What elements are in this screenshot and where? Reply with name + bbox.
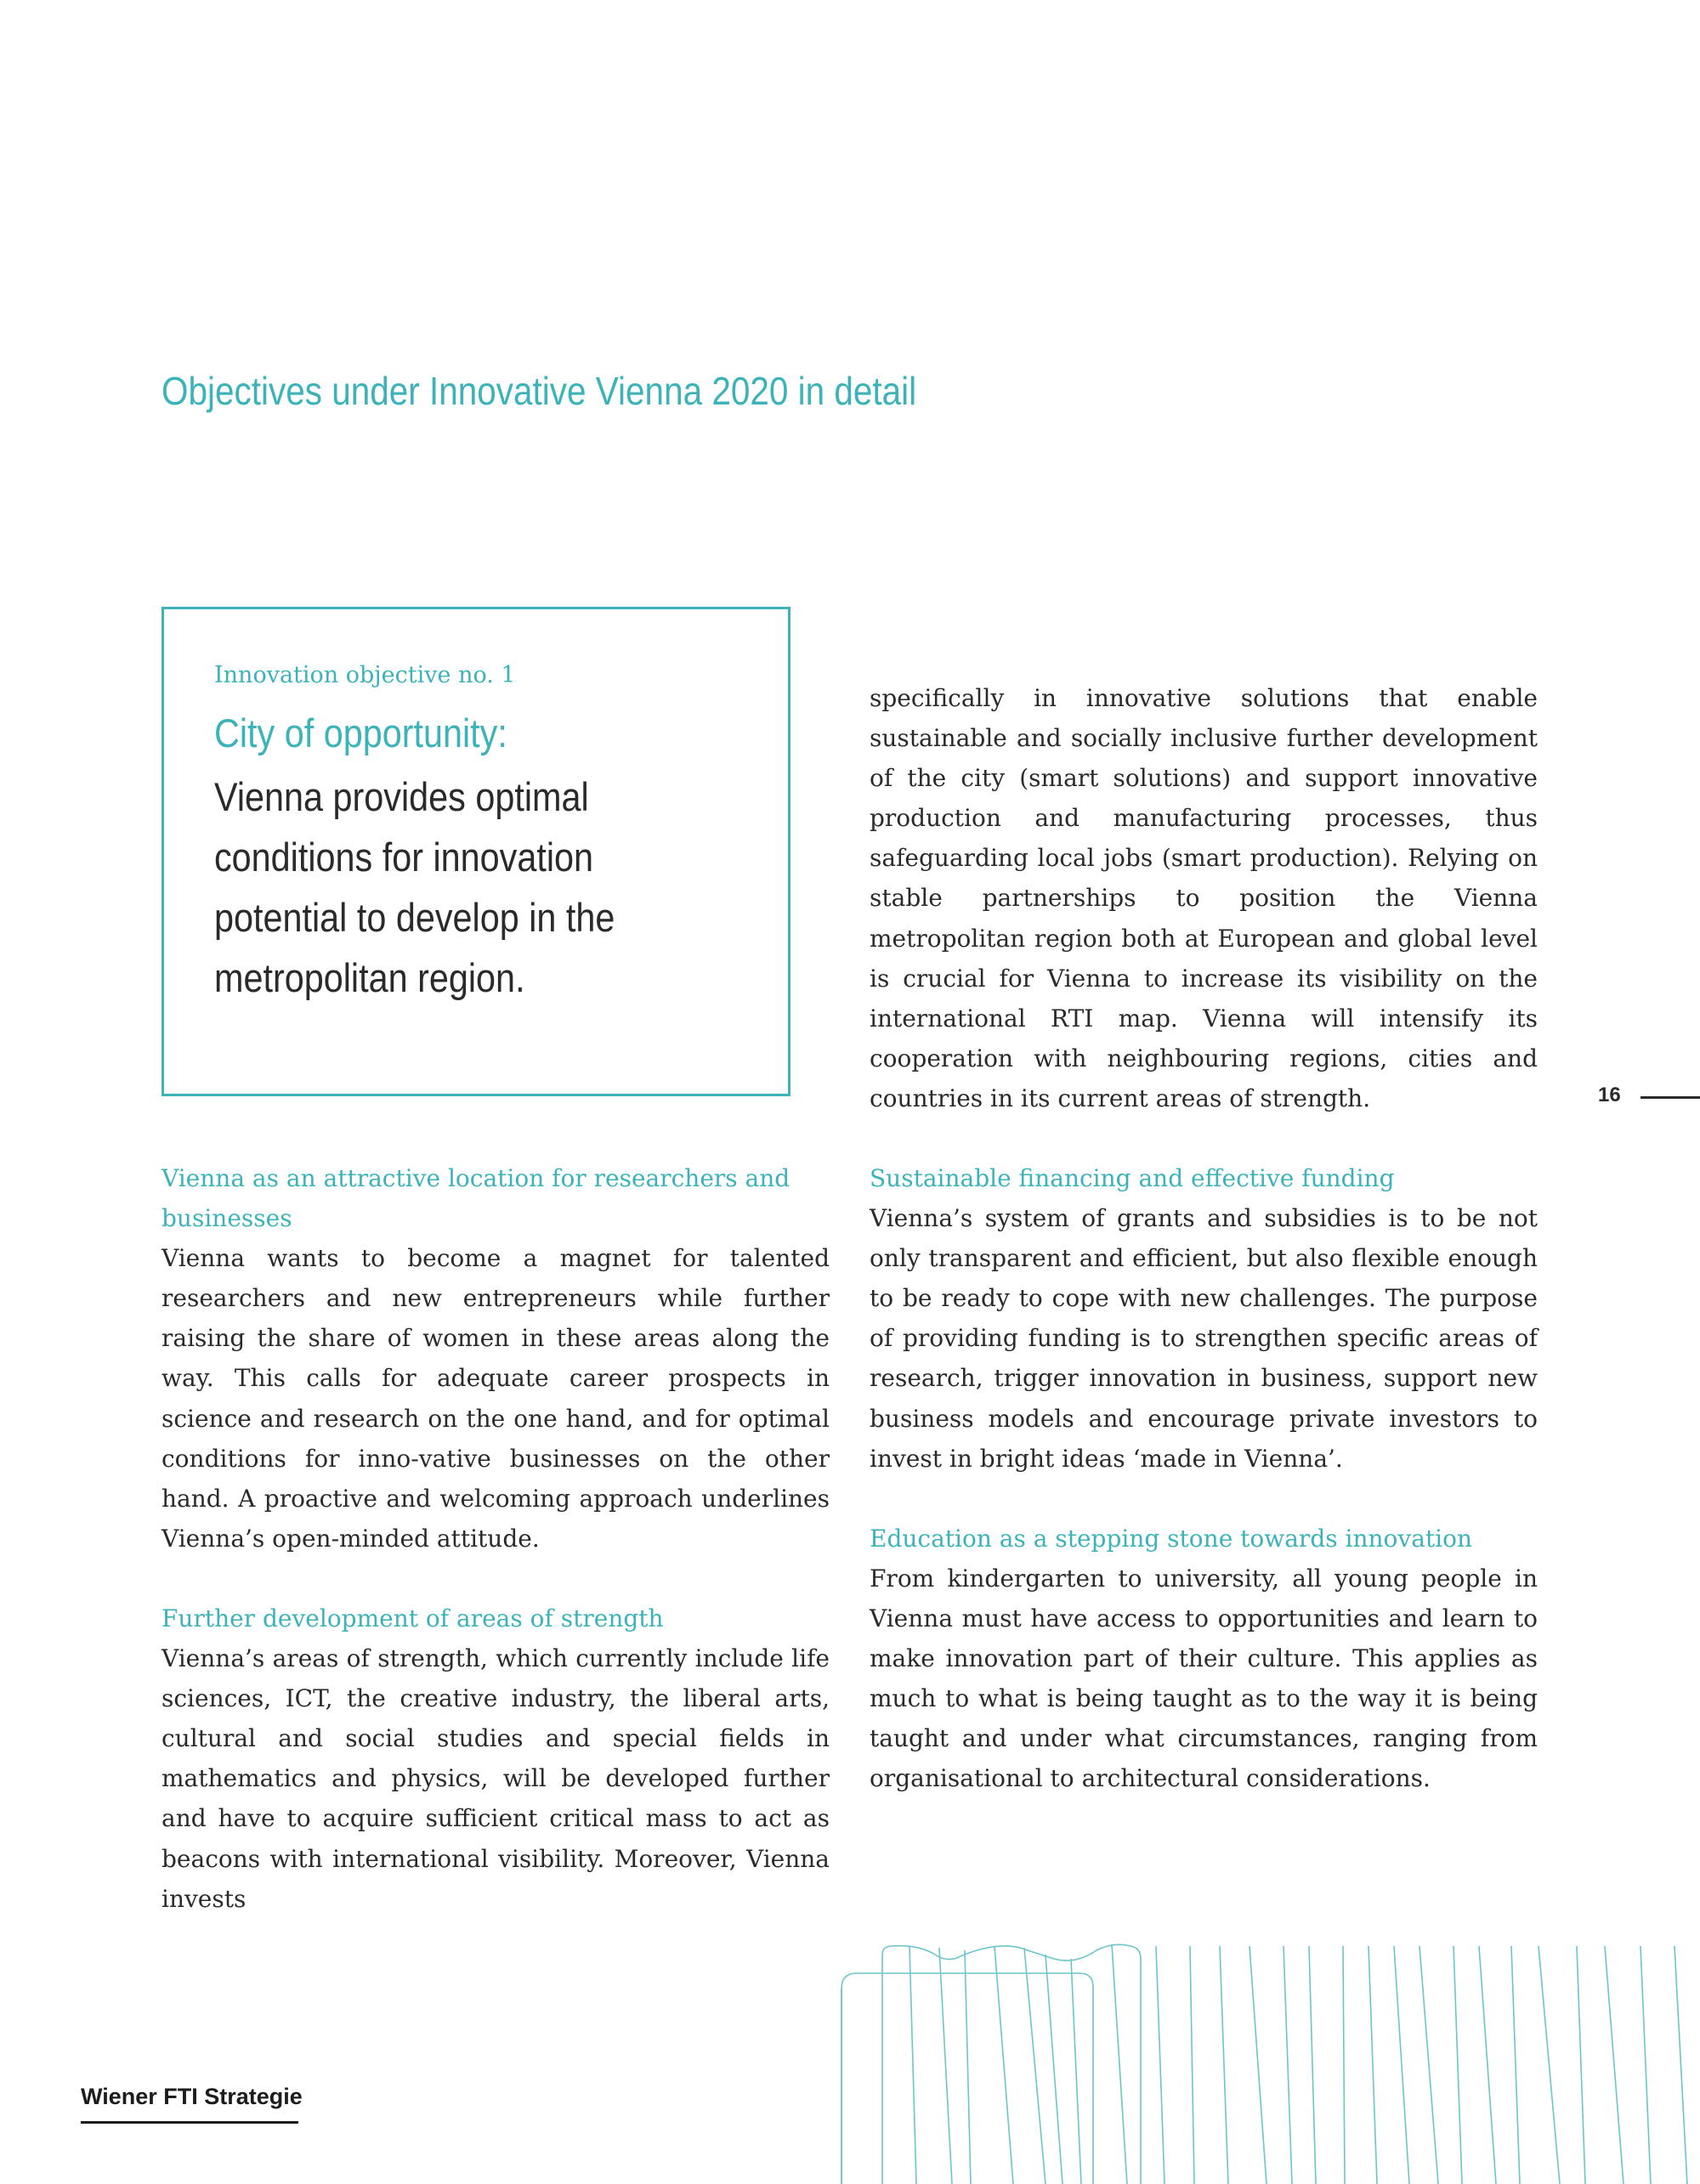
page-title: Objectives under Innovative Vienna 2020 in detail bbox=[162, 368, 917, 413]
objective-title: City of opportunity: bbox=[214, 710, 507, 755]
objective-number: Innovation objective no. 1 bbox=[214, 662, 516, 688]
section-body-areas-of-strength: Vienna’s areas of strength, which currently include life sciences, ICT, the creative industry, the liberal arts, cultural and social studies and special fields in mathematics and physics, will be developed further and have to acquire sufficient critical mass to act as beacons with international visibility. Moreover, Vienna invests bbox=[162, 1644, 830, 1913]
right-column-bottom bbox=[870, 1158, 1538, 1798]
left-column bbox=[162, 1158, 830, 1919]
section-heading-sustainable-financing: Sustainable financing and effective funding bbox=[870, 1164, 1395, 1192]
footer-brand: Wiener FTI Strategie bbox=[81, 2084, 303, 2109]
right-column-top bbox=[870, 678, 1538, 1118]
section-heading-areas-of-strength: Further development of areas of strength bbox=[162, 1604, 664, 1632]
page-number-rule bbox=[1640, 1096, 1700, 1099]
section-body-education: From kindergarten to university, all young people in Vienna must have access to opportunities and learn to make innovation part of their culture. This applies as much to what is being taught as to the way it is being taught and under what circumstances, ranging from organisational to architectural considerations. bbox=[870, 1564, 1538, 1793]
footer-rule bbox=[81, 2121, 298, 2124]
section-heading-attractive-location: Vienna as an attractive location for researchers and businesses bbox=[162, 1164, 790, 1233]
objective-statement: Vienna provides optimal conditions for innovation potential to develop in the metropolitan region. bbox=[214, 774, 615, 1000]
innovation-objective-box bbox=[162, 607, 790, 1096]
section-body-attractive-location: Vienna wants to become a magnet for talented researchers and new entrepreneurs while further raising the share of women in these areas along the way. This calls for adequate career prospects in science and research on the one hand, and for optimal conditions for inno-vative businesses on the other hand. A proactive and welcoming approach underlines Vienna’s open-minded attitude. bbox=[162, 1244, 830, 1553]
page-number: 16 bbox=[1598, 1084, 1621, 1106]
teal-line-pattern-decoration bbox=[790, 1938, 1700, 2184]
section-body-sustainable-financing: Vienna’s system of grants and subsidies is to be not only transparent and efficient, but also flexible enough to be ready to cope with new challenges. The purpose of providing funding is to strengthen specific areas of research, trigger innovation in business, support new business models and encourage private investors to invest in bright ideas ‘made in Vienna’. bbox=[870, 1204, 1538, 1473]
section-heading-education: Education as a stepping stone towards innovation bbox=[870, 1524, 1472, 1553]
right-column-continuation-text: specifically in innovative solutions that enable sustainable and socially inclusive further development of the city (smart solutions) and support innovative production and manufacturing processes, thus safeguarding local jobs (smart production). Relying on stable partnerships to position the Vienna metropolitan region both at European and global level is crucial for Vienna to increase its visibility on the international RTI map. Vienna will intensify its cooperation with neighbouring regions, cities and countries in its current areas of strength. bbox=[870, 684, 1538, 1112]
